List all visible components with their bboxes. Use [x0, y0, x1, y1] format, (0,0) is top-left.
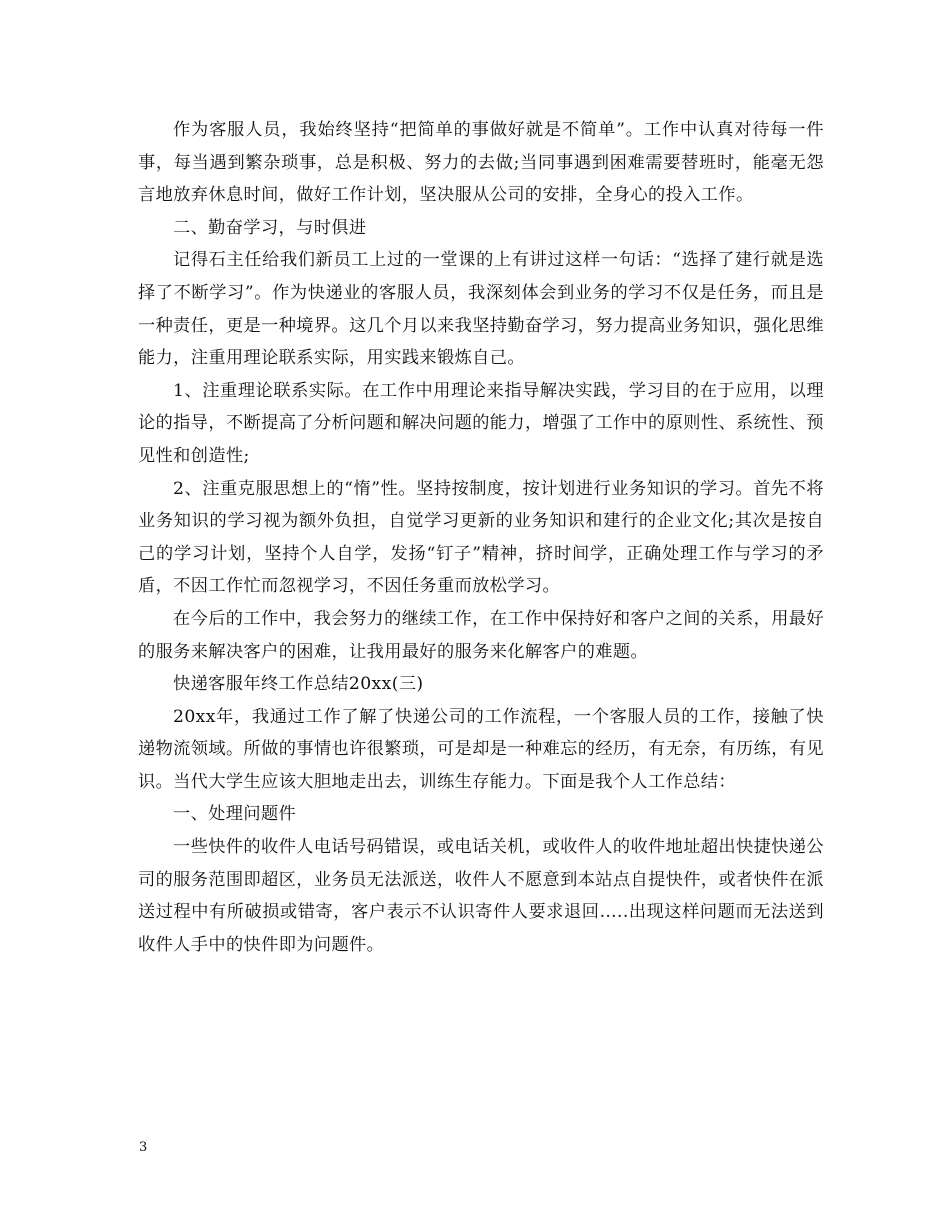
paragraph-customer-service-attitude: 作为客服人员，我始终坚持“把简单的事做好就是不简单”。工作中认真对待每一件事，每当遇到繁杂琐事，总是积极、努力的去做;当同事遇到困难需要替班时，能毫无怨言地放弃休息时间，做好工作计划，坚决服从公司的安排，全身心的投入工作。	[138, 120, 824, 206]
paragraph-continuous-learning: 记得石主任给我们新员工上过的一堂课的上有讲过这样一句话：“选择了建行就是选择了不断学习”。作为快递业的客服人员，我深刻体会到业务的学习不仅是任务，而且是一种责任，更是一种境界。这几个月以来我坚持勤奋学习，努力提高业务知识，强化思维能力，注重用理论联系实际，用实践来锻炼自己。	[138, 250, 824, 369]
paragraph-theory-practice: 1、注重理论联系实际。在工作中用理论来指导解决实践，学习目的在于应用，以理论的指导，不断提高了分析问题和解决问题的能力，增强了工作中的原则性、系统性、预见性和创造性;	[138, 380, 824, 466]
paragraph-year-summary: 20xx年，我通过工作了解了快递公司的工作流程，一个客服人员的工作，接触了快递物流领域。所做的事情也许很繁琐，可是却是一种难忘的经历，有无奈，有历练，有见识。当代大学生应该大胆地走出去，训练生存能力。下面是我个人工作总结：	[138, 706, 824, 792]
paragraph-overcome-laziness: 2、注重克服思想上的“惰”性。坚持按制度，按计划进行业务知识的学习。首先不将业务知识的学习视为额外负担，自觉学习更新的业务知识和建行的企业文化;其次是按自己的学习计划，坚持个人自学，发扬“钉子”精神，挤时间学，正确处理工作与学习的矛盾，不因工作忙而忽视学习，不因任务重而放松学习。	[138, 478, 824, 597]
page-number: 3	[139, 1140, 148, 1155]
section-title-summary-three: 快递客服年终工作总结20xx(三)	[173, 674, 424, 695]
paragraph-problem-parcels-definition: 一些快件的收件人电话号码错误，或电话关机，或收件人的收件地址超出快捷快递公司的服务范围即超区，业务员无法派送，收件人不愿意到本站点自提快件，或者快件在派送过程中有所破损或错寄，客户表示不认识寄件人要求退回…..出现这样问题而无法送到收件人手中的快件即为问题件。	[138, 837, 824, 955]
paragraph-future-work: 在今后的工作中，我会努力的继续工作，在工作中保持好和客户之间的关系，用最好的服务来解决客户的困难，让我用最好的服务来化解客户的难题。	[138, 608, 824, 662]
heading-problem-parcels: 一、处理问题件	[173, 804, 297, 825]
heading-diligent-study: 二、勤奋学习，与时俱进	[173, 217, 367, 238]
document-body	[138, 114, 824, 961]
